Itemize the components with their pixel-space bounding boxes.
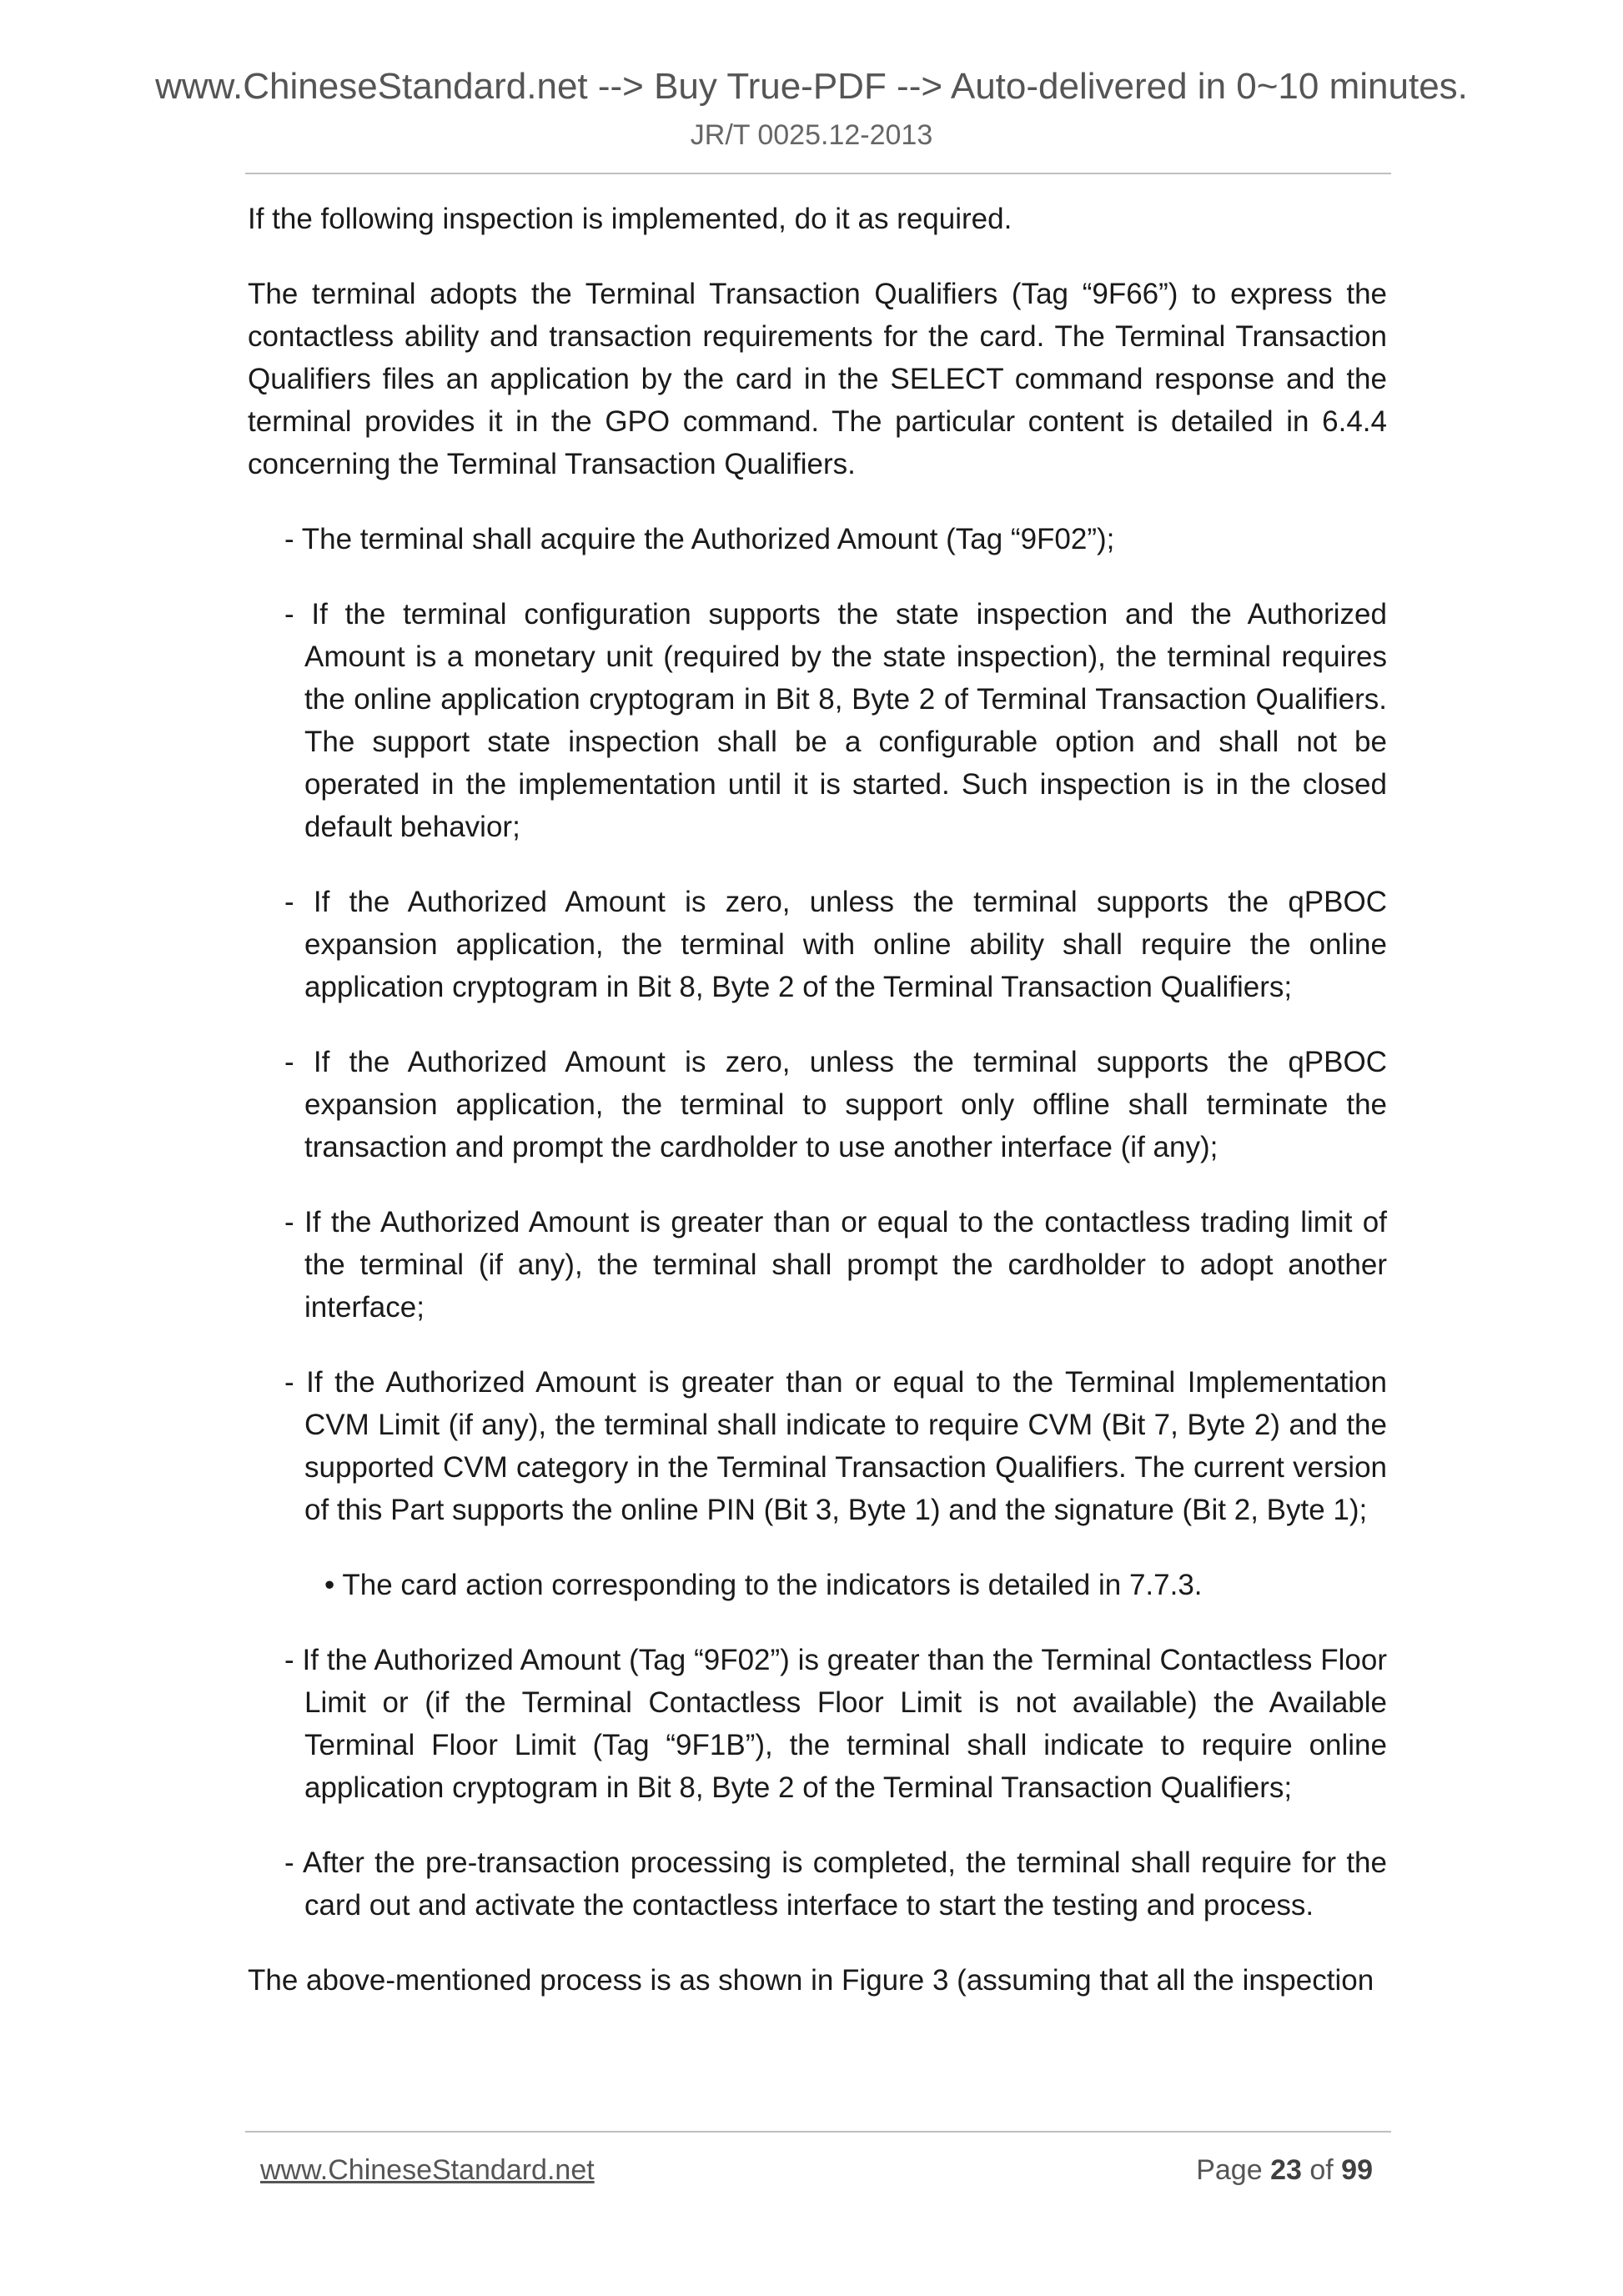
bullet-subitem: • The card action corresponding to the indicators is detailed in 7.7.3. <box>324 1569 1203 1601</box>
page-label: Page <box>1196 2154 1263 2186</box>
list-item: - If the Authorized Amount is zero, unless the terminal supports the qPBOC expansion application, the terminal to support only offline shall terminate the transaction and prompt the cardholder to use another interface (if any); <box>284 1046 1387 1163</box>
list-item: - If the Authorized Amount is greater than or equal to the contactless trading limit of the terminal (if any), the terminal shall prompt the cardholder to adopt another interface; <box>284 1206 1387 1324</box>
page-indicator <box>1196 2152 1373 2188</box>
page-total: 99 <box>1341 2154 1373 2186</box>
of-label: of <box>1309 2154 1334 2186</box>
document-body <box>248 198 1387 2002</box>
closing-paragraph: The above-mentioned process is as shown in Figure 3 (assuming that all the inspection <box>248 1964 1374 1997</box>
header-banner: www.ChineseStandard.net --> Buy True-PDF --> Auto-delivered in 0~10 minutes. <box>155 66 1468 107</box>
footer-site-link[interactable]: www.ChineseStandard.net <box>260 2154 595 2186</box>
footer-divider <box>245 2131 1391 2133</box>
list-item: - If the terminal configuration supports the state inspection and the Authorized Amount is a monetary unit (required by the state inspection), the terminal requires the online application cryptogram in Bit 8, Byte 2 of Terminal Transaction Qualifiers. The support state inspection shall be a configurable option and shall not be operated in the implementation until it is started. Such inspection is in the closed default behavior; <box>284 598 1387 843</box>
intro-paragraph: If the following inspection is implemented, do it as required. <box>248 203 1012 235</box>
list-item: - If the Authorized Amount is greater than or equal to the Terminal Implementation CVM Limit (if any), the terminal shall indicate to require CVM (Bit 7, Byte 2) and the supported CVM category in the Terminal Transaction Qualifiers. The current version of this Part supports the online PIN (Bit 3, Byte 1) and the signature (Bit 2, Byte 1); <box>284 1366 1387 1526</box>
list-item: - If the Authorized Amount (Tag “9F02”) is greater than the Terminal Contactless Floor Limit or (if the Terminal Contactless Floor Limit is not available) the Available Terminal Floor Limit (Tag “9F1B”), the terminal shall indicate to require online application cryptogram in Bit 8, Byte 2 of the Terminal Transaction Qualifiers; <box>284 1644 1387 1804</box>
list-item: - After the pre-transaction processing is completed, the terminal shall require for the card out and activate the contactless interface to start the testing and process. <box>284 1846 1387 1922</box>
page-number: 23 <box>1270 2154 1302 2186</box>
header-divider <box>245 173 1391 174</box>
list-item: - If the Authorized Amount is zero, unless the terminal supports the qPBOC expansion application, the terminal with online ability shall require the online application cryptogram in Bit 8, Byte 2 of the Terminal Transaction Qualifiers; <box>284 886 1387 1003</box>
standard-code: JR/T 0025.12-2013 <box>690 119 933 151</box>
ttq-paragraph: The terminal adopts the Terminal Transaction Qualifiers (Tag “9F66”) to express the contactless ability and transaction requirements for the card. The Terminal Transaction Qualifiers files an application by the card in the SELECT command response and the terminal provides it in the GPO command. The particular content is detailed in 6.4.4 concerning the Terminal Transaction Qualifiers. <box>248 278 1387 480</box>
list-item: - The terminal shall acquire the Authorized Amount (Tag “9F02”); <box>284 523 1115 555</box>
